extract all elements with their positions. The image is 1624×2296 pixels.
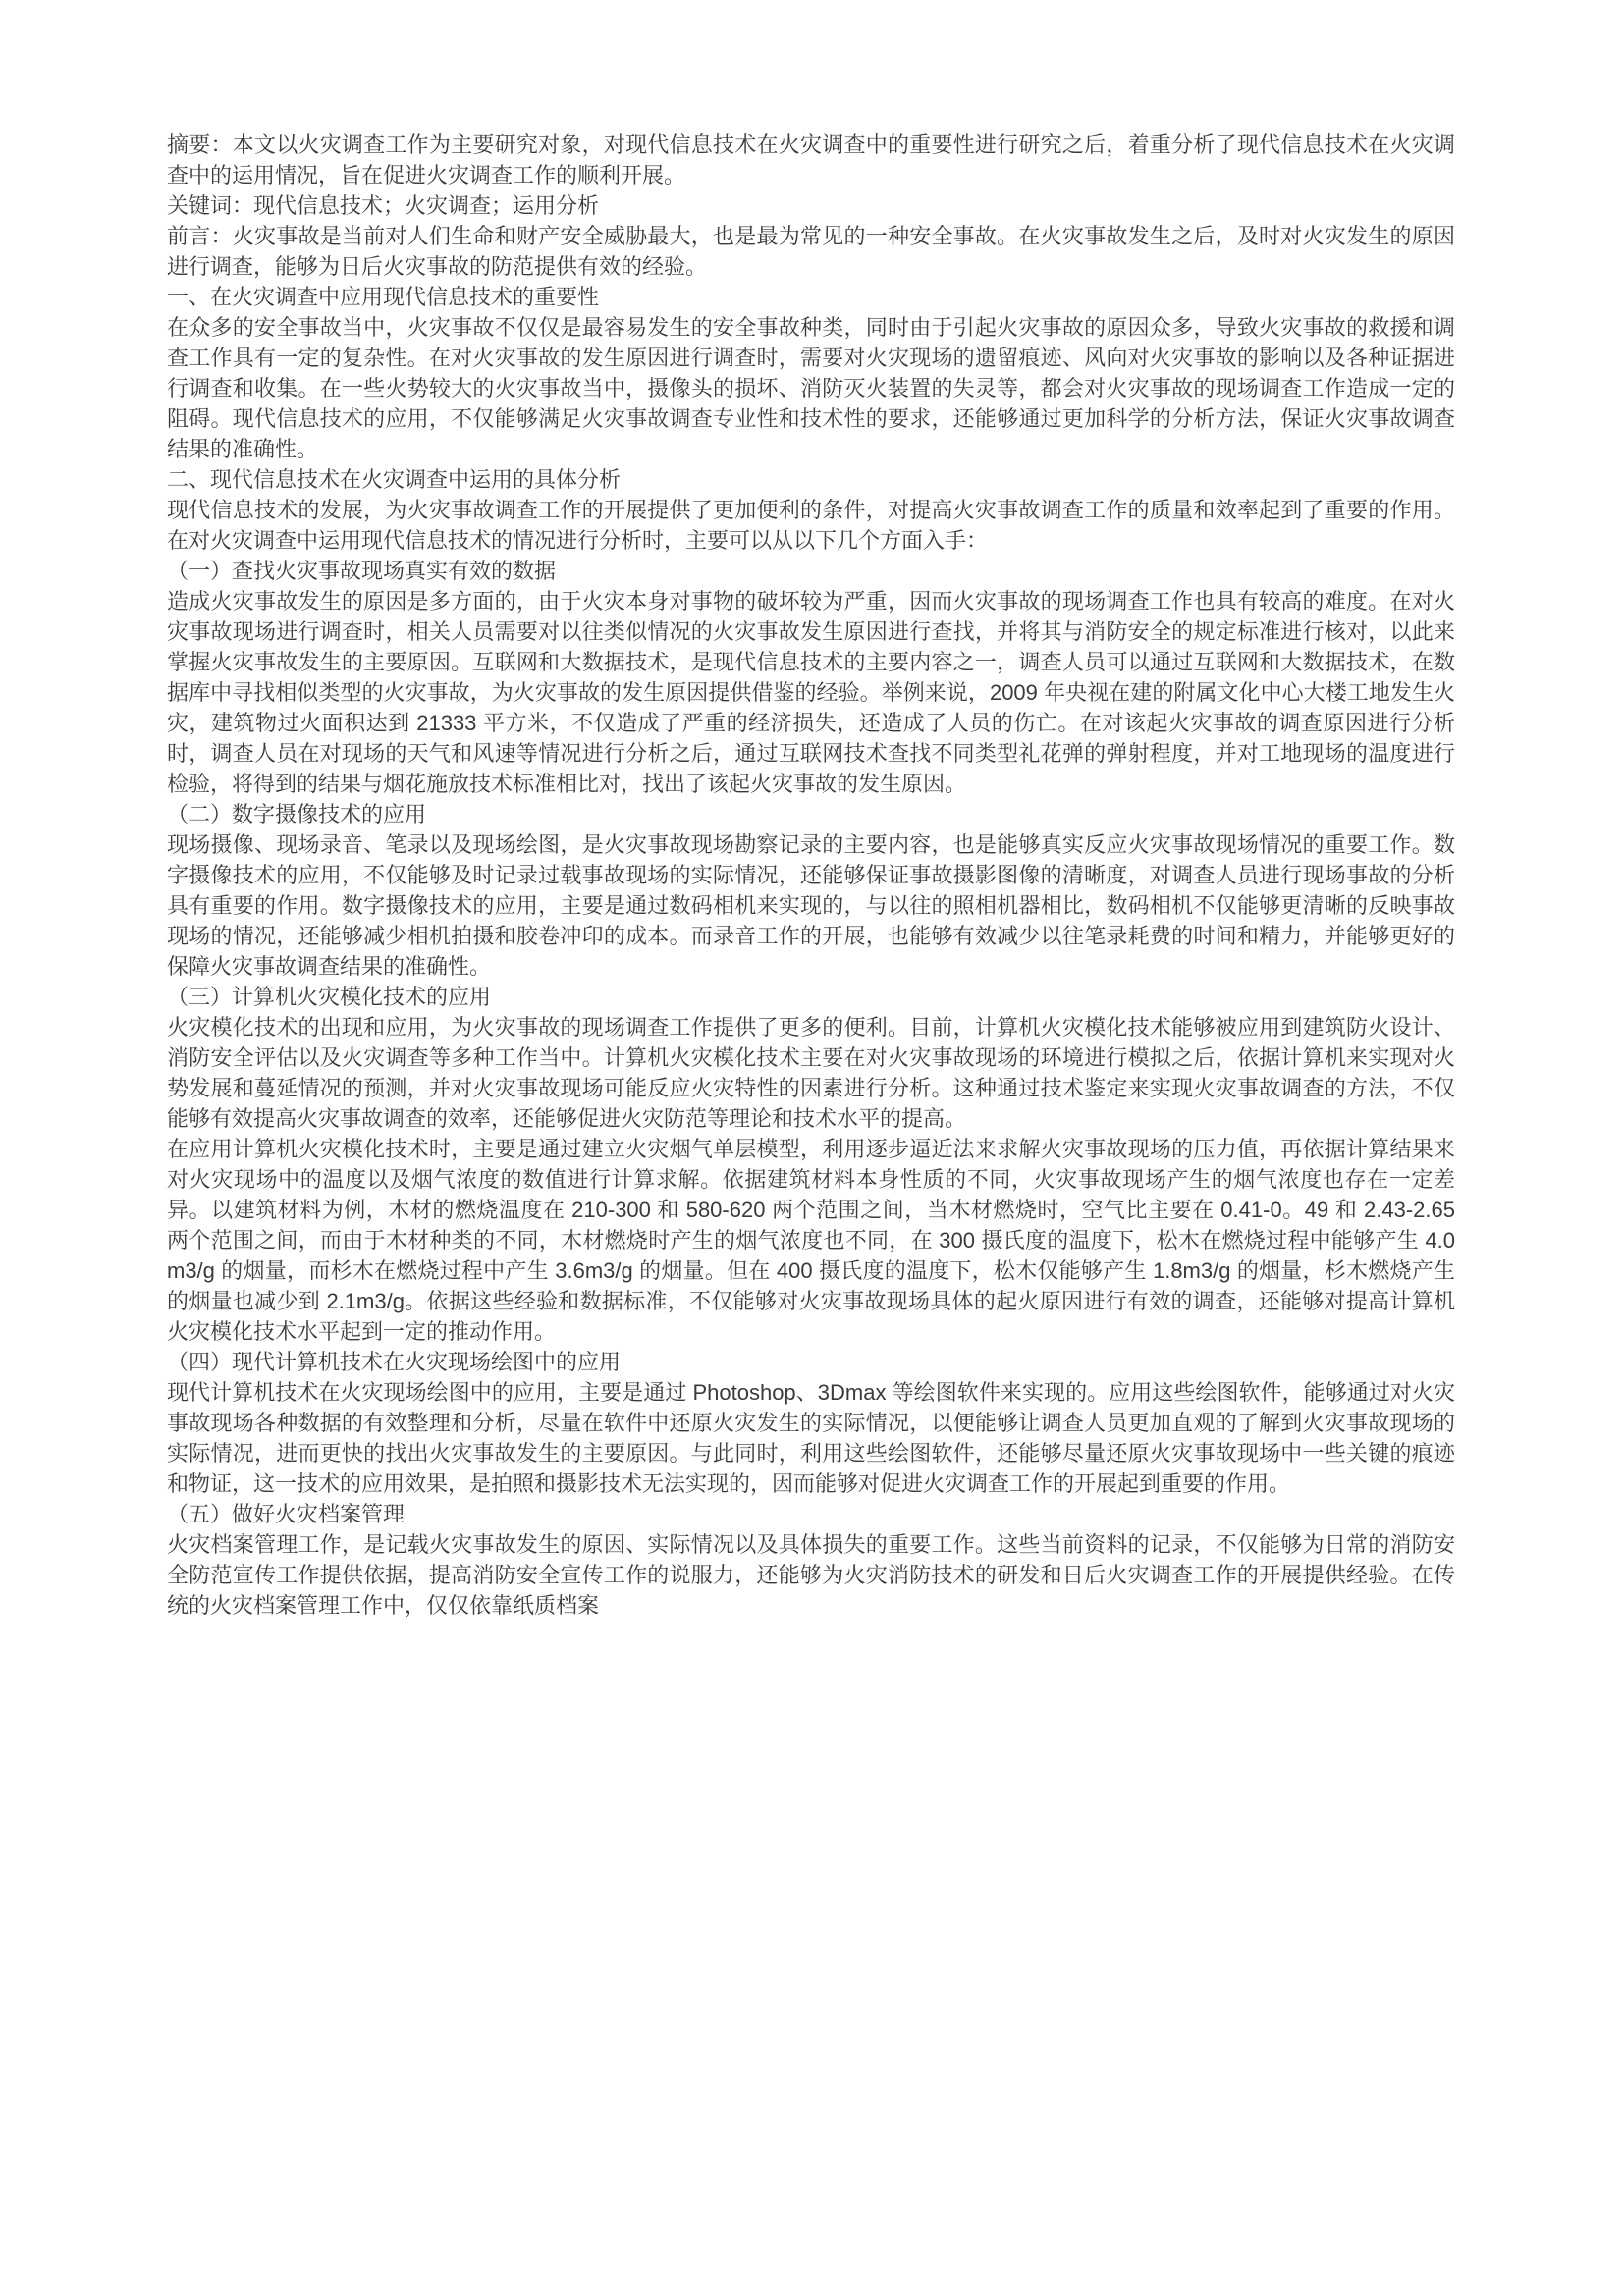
subsection-3-heading: （三）计算机火灾模化技术的应用	[167, 985, 492, 1009]
subsection-1-heading: （一）查找火灾事故现场真实有效的数据	[167, 559, 557, 583]
section-2-heading: 二、现代信息技术在火灾调查中运用的具体分析	[167, 467, 622, 492]
subsection-2-heading: （二）数字摄像技术的应用	[167, 802, 427, 827]
subsection-3-body-2: 在应用计算机火灾模化技术时，主要是通过建立火灾烟气单层模型，利用逐步逼近法来求解火灾事故现场的压力值，再依据计算结果来对火灾现场中的温度以及烟气浓度的数值进行计算求解。依据建筑材料本身性质的不同，火灾事故现场产生的烟气浓度也存在一定差异。以建筑材料为例，木材的燃烧温度在 210-300 和 580-620 两个范围之间，当木材燃烧时，空气比主要在 0.41-0。49 和 2.43-2.65 两个范围之间，而由于木材种类的不同，木材燃烧时产生的烟气浓度也不同，在 300 摄氏度的温度下，松木在燃烧过程中能够产生 4.0m3/g 的烟量，而杉木在燃烧过程中产生 3.6m3/g 的烟量。但在 400 摄氏度的温度下，松木仅能够产生 1.8m3/g 的烟量，杉木燃烧产生的烟量也减少到 2.1m3/g。依据这些经验和数据标准，不仅能够对火灾事故现场具体的起火原因进行有效的调查，还能够对提高计算机火灾模化技术水平起到一定的推动作用。	[167, 1137, 1455, 1344]
subsection-1-body: 造成火灾事故发生的原因是多方面的，由于火灾本身对事物的破坏较为严重，因而火灾事故的现场调查工作也具有较高的难度。在对火灾事故现场进行调查时，相关人员需要对以往类似情况的火灾事故发生原因进行查找，并将其与消防安全的规定标准进行核对，以此来掌握火灾事故发生的主要原因。互联网和大数据技术，是现代信息技术的主要内容之一，调查人员可以通过互联网和大数据技术，在数据库中寻找相似类型的火灾事故，为火灾事故的发生原因提供借鉴的经验。举例来说，2009 年央视在建的附属文化中心大楼工地发生火灾，建筑物过火面积达到 21333 平方米，不仅造成了严重的经济损失，还造成了人员的伤亡。在对该起火灾事故的调查原因进行分析时，调查人员在对现场的天气和风速等情况进行分析之后，通过互联网技术查找不同类型礼花弹的弹射程度，并对工地现场的温度进行检验，将得到的结果与烟花施放技术标准相比对，找出了该起火灾事故的发生原因。	[167, 589, 1455, 796]
keywords-line: 关键词：现代信息技术；火灾调查；运用分析	[167, 193, 600, 218]
subsection-5-body: 火灾档案管理工作，是记载火灾事故发生的原因、实际情况以及具体损失的重要工作。这些当前资料的记录，不仅能够为日常的消防安全防范宣传工作提供依据，提高消防安全宣传工作的说服力，还能够为火灾消防技术的研发和日后火灾调查工作的开展提供经验。在传统的火灾档案管理工作中，仅仅依靠纸质档案	[167, 1532, 1455, 1618]
abstract-paragraph: 摘要：本文以火灾调查工作为主要研究对象，对现代信息技术在火灾调查中的重要性进行研究之后，着重分析了现代信息技术在火灾调查中的运用情况，旨在促进火灾调查工作的顺利开展。	[167, 133, 1455, 187]
section-2-intro: 现代信息技术的发展，为火灾事故调查工作的开展提供了更加便利的条件，对提高火灾事故调查工作的质量和效率起到了重要的作用。在对火灾调查中运用现代信息技术的情况进行分析时，主要可以从以下几个方面入手：	[167, 498, 1455, 553]
section-1-heading: 一、在火灾调查中应用现代信息技术的重要性	[167, 285, 600, 309]
section-1-body: 在众多的安全事故当中，火灾事故不仅仅是最容易发生的安全事故种类，同时由于引起火灾事故的原因众多，导致火灾事故的救援和调查工作具有一定的复杂性。在对火灾事故的发生原因进行调查时，需要对火灾现场的遗留痕迹、风向对火灾事故的影响以及各种证据进行调查和收集。在一些火势较大的火灾事故当中，摄像头的损坏、消防灭火装置的失灵等，都会对火灾事故的现场调查工作造成一定的阻碍。现代信息技术的应用，不仅能够满足火灾事故调查专业性和技术性的要求，还能够通过更加科学的分析方法，保证火灾事故调查结果的准确性。	[167, 315, 1455, 461]
subsection-4-heading: （四）现代计算机技术在火灾现场绘图中的应用	[167, 1350, 622, 1374]
subsection-2-body: 现场摄像、现场录音、笔录以及现场绘图，是火灾事故现场勘察记录的主要内容，也是能够真实反应火灾事故现场情况的重要工作。数字摄像技术的应用，不仅能够及时记录过载事故现场的实际情况，还能够保证事故摄影图像的清晰度，对调查人员进行现场事故的分析具有重要的作用。数字摄像技术的应用，主要是通过数码相机来实现的，与以往的照相机器相比，数码相机不仅能够更清晰的反映事故现场的情况，还能够减少相机拍摄和胶卷冲印的成本。而录音工作的开展，也能够有效减少以往笔录耗费的时间和精力，并能够更好的保障火灾事故调查结果的准确性。	[167, 832, 1455, 979]
subsection-4-body: 现代计算机技术在火灾现场绘图中的应用，主要是通过 Photoshop、3Dmax 等绘图软件来实现的。应用这些绘图软件，能够通过对火灾事故现场各种数据的有效整理和分析，尽量在软件中还原火灾发生的实际情况，以便能够让调查人员更加直观的了解到火灾事故现场的实际情况，进而更快的找出火灾事故发生的主要原因。与此同时，利用这些绘图软件，还能够尽量还原火灾事故现场中一些关键的痕迹和物证，这一技术的应用效果，是拍照和摄影技术无法实现的，因而能够对促进火灾调查工作的开展起到重要的作用。	[167, 1380, 1455, 1496]
preface-paragraph: 前言：火灾事故是当前对人们生命和财产安全威胁最大，也是最为常见的一种安全事故。在火灾事故发生之后，及时对火灾发生的原因进行调查，能够为日后火灾事故的防范提供有效的经验。	[167, 224, 1455, 279]
subsection-5-heading: （五）做好火灾档案管理	[167, 1502, 406, 1526]
subsection-3-body-1: 火灾模化技术的出现和应用，为火灾事故的现场调查工作提供了更多的便利。目前，计算机火灾模化技术能够被应用到建筑防火设计、消防安全评估以及火灾调查等多种工作当中。计算机火灾模化技术主要在对火灾事故现场的环境进行模拟之后，依据计算机来实现对火势发展和蔓延情况的预测，并对火灾事故现场可能反应火灾特性的因素进行分析。这种通过技术鉴定来实现火灾事故调查的方法，不仅能够有效提高火灾事故调查的效率，还能够促进火灾防范等理论和技术水平的提高。	[167, 1015, 1455, 1131]
